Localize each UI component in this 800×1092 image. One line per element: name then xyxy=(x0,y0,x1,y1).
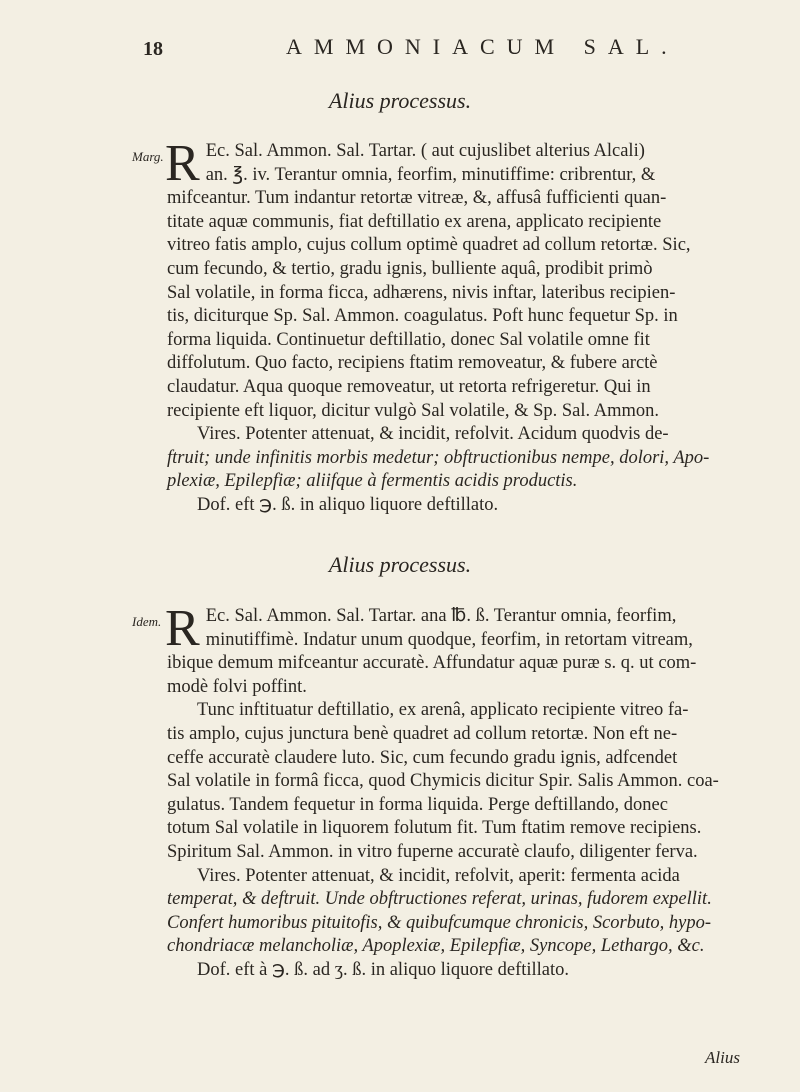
text-line: diffolutum. Quo facto, recipiens ftatim removeatur, & fubere arctè xyxy=(167,353,658,374)
text-line: vitreo fatis amplo, cujus collum optimè quadret ad collum retortæ. Sic, xyxy=(167,235,691,256)
text-line: an. ℥. iv. Terantur omnia, feorfim, minutiffime: cribrentur, & xyxy=(205,164,656,185)
text-line: mifceantur. Tum indantur retortæ vitreæ, &, affusâ fufficienti quan- xyxy=(167,188,667,209)
text-line: modè folvi poffint. xyxy=(167,676,307,697)
drop-cap-1: R xyxy=(165,135,200,192)
text-line: Vires. Potenter attenuat, & incidit, refolvit, aperit: fermenta acida xyxy=(197,865,680,886)
text-line: chondriacæ melancholiæ, Apoplexiæ, Epilepfiæ, Syncope, Lethargo, &c. xyxy=(167,936,705,957)
margin-note-2: Idem. xyxy=(132,614,162,629)
text-line: Sal volatile in formâ ficca, quod Chymicis dicitur Spir. Salis Ammon. coa- xyxy=(167,771,719,792)
text-line: tis amplo, cujus junctura benè quadret ad collum retortæ. Non eft ne- xyxy=(167,723,678,744)
text-line: temperat, & deftruit. Unde obftructiones referat, urinas, fudorem expellit. xyxy=(167,889,712,910)
text-line: ibique demum mifceantur accuratè. Affundatur aquæ puræ s. q. ut com- xyxy=(167,653,697,674)
running-title: AMMONIACUM SAL. xyxy=(286,34,679,59)
text-line: ftruit; unde infinitis morbis medetur; obftructionibus nempe, dolori, Apo- xyxy=(167,447,710,468)
text-line: gulatus. Tandem fequetur in forma liquida. Perge deftillando, donec xyxy=(167,794,668,815)
section-heading-2: Alius processus. xyxy=(328,552,472,577)
text-line: plexiæ, Epilepfiæ; aliifque à fermentis acidis productis. xyxy=(167,471,578,492)
page-number: 18 xyxy=(143,38,163,60)
text-line: claudatur. Aqua quoque removeatur, ut retorta refrigeretur. Qui in xyxy=(167,376,651,397)
text-line: titate aquæ communis, fiat deftillatio ex arena, applicato recipiente xyxy=(167,211,662,232)
paragraph-1 xyxy=(165,135,747,518)
section-heading-1: Alius processus. xyxy=(328,88,472,113)
text-line: forma liquida. Continuetur deftillatio, donec Sal volatile omne fit xyxy=(167,329,650,350)
drop-cap-2: R xyxy=(165,600,200,657)
text-line: recipiente eft liquor, dicitur vulgò Sal volatile, & Sp. Sal. Ammon. xyxy=(167,400,660,421)
text-line: Dof. eft ℈. ß. in aliquo liquore deftillato. xyxy=(197,494,499,515)
text-line: Confert humoribus pituitofis, & quibufcumque chronicis, Scorbuto, hypo- xyxy=(167,912,712,933)
text-line: cum fecundo, & tertio, gradu ignis, bulliente aquâ, prodibit primò xyxy=(167,258,653,279)
text-line: Tunc inftituatur deftillatio, ex arenâ, applicato recipiente vitreo fa- xyxy=(197,700,689,721)
text-line: ceffe accuratè claudere luto. Sic, cum fecundo gradu ignis, adfcendet xyxy=(167,747,678,768)
text-line: Dof. eft à ℈. ß. ad ʒ. ß. in aliquo liquore deftillato. xyxy=(197,959,570,980)
text-line: Ec. Sal. Ammon. Sal. Tartar. ana ℔. ß. Terantur omnia, feorfim, xyxy=(205,606,677,626)
text-line: Spiritum Sal. Ammon. in vitro fuperne accuratè claufo, diligenter ferva. xyxy=(167,841,698,862)
catchword: Alius xyxy=(705,1048,740,1067)
paragraph-2 xyxy=(165,600,747,983)
text-line: Ec. Sal. Ammon. Sal. Tartar. ( aut cujuslibet alterius Alcali) xyxy=(205,141,645,161)
text-line: totum Sal volatile in liquorem folutum fit. Tum ftatim remove recipiens. xyxy=(167,818,702,839)
text-line: Sal volatile, in forma ficca, adhærens, nivis inftar, lateribus recipien- xyxy=(167,282,676,303)
margin-note-1: Marg. xyxy=(132,149,164,164)
text-line: Vires. Potenter attenuat, & incidit, refolvit. Acidum quodvis de- xyxy=(197,424,669,445)
text-line: tis, diciturque Sp. Sal. Ammon. coagulatus. Poft hunc fequetur Sp. in xyxy=(167,306,678,327)
text-line: minutiffimè. Indatur unum quodque, feorfim, in retortam vitream, xyxy=(205,629,693,650)
